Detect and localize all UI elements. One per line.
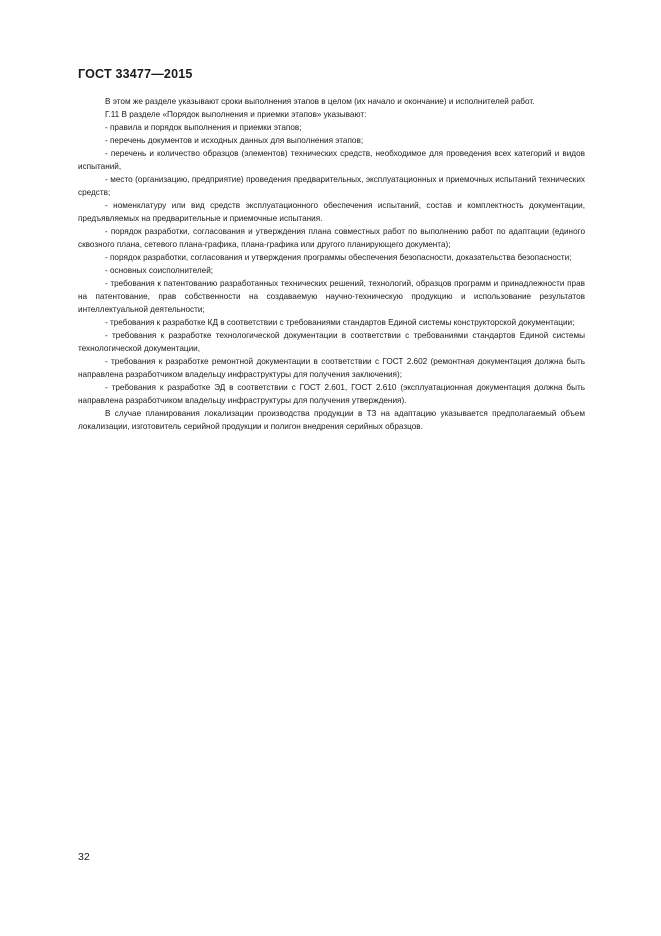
- paragraph: В случае планирования локализации производства продукции в ТЗ на адаптацию указывается предполагаемый объем локализации, изготовитель серийной продукции и полигон внедрения серийных образцов.: [78, 409, 585, 431]
- list-item: - требования к разработке ремонтной документации в соответствии с ГОСТ 2.602 (ремонтная документация должна быть направлена разработчиком владельцу инфраструктуры для получения заключения);: [78, 357, 585, 379]
- list-item: - основных соисполнителей;: [105, 266, 214, 275]
- document-body: [78, 95, 585, 433]
- list-item: - правила и порядок выполнения и приемки этапов;: [105, 123, 302, 132]
- page-number: 32: [78, 851, 90, 863]
- clause-heading: Г.11 В разделе «Порядок выполнения и приемки этапов» указывают:: [105, 110, 367, 119]
- list-item: - перечень документов и исходных данных для выполнения этапов;: [105, 136, 364, 145]
- list-item: - номенклатуру или вид средств эксплуатационного обеспечения испытаний, состав и комплектность документации, предъявляемых на предварительные и приемочные испытания.: [78, 201, 585, 223]
- list-item: - требования к разработке КД в соответствии с требованиями стандартов Единой системы конструкторской документации;: [105, 318, 575, 327]
- list-item: - требования к разработке технологической документации в соответствии с требованиями стандартов Единой системы технологической документации,: [78, 331, 585, 353]
- list-item: - место (организацию, предприятие) проведения предварительных, эксплуатационных и приемочных испытаний технических средств;: [78, 175, 585, 197]
- list-item: - требования к патентованию разработанных технических решений, технологий, образцов программ и принадлежности прав на патентование, прав собственности на создаваемую научно-техническую продукцию и использование результатов интеллектуальной деятельности;: [78, 279, 585, 314]
- list-item: - требования к разработке ЭД в соответствии с ГОСТ 2.601, ГОСТ 2.610 (эксплуатационная документация должна быть направлена разработчиком владельцу инфраструктуры для получения утверждения).: [78, 383, 585, 405]
- list-item: - порядок разработки, согласования и утверждения плана совместных работ по выполнению работ по адаптации (единого сквозного плана, сетевого плана-графика, плана-графика или другого планирующего документа);: [78, 227, 585, 249]
- document-header: ГОСТ 33477—2015: [78, 67, 193, 81]
- list-item: - порядок разработки, согласования и утверждения программы обеспечения безопасности, доказательства безопасности;: [105, 253, 572, 262]
- list-item: - перечень и количество образцов (элементов) технических средств, необходимое для проведения всех категорий и видов испытаний,: [78, 149, 585, 171]
- paragraph: В этом же разделе указывают сроки выполнения этапов в целом (их начало и окончание) и исполнителей работ.: [105, 97, 535, 106]
